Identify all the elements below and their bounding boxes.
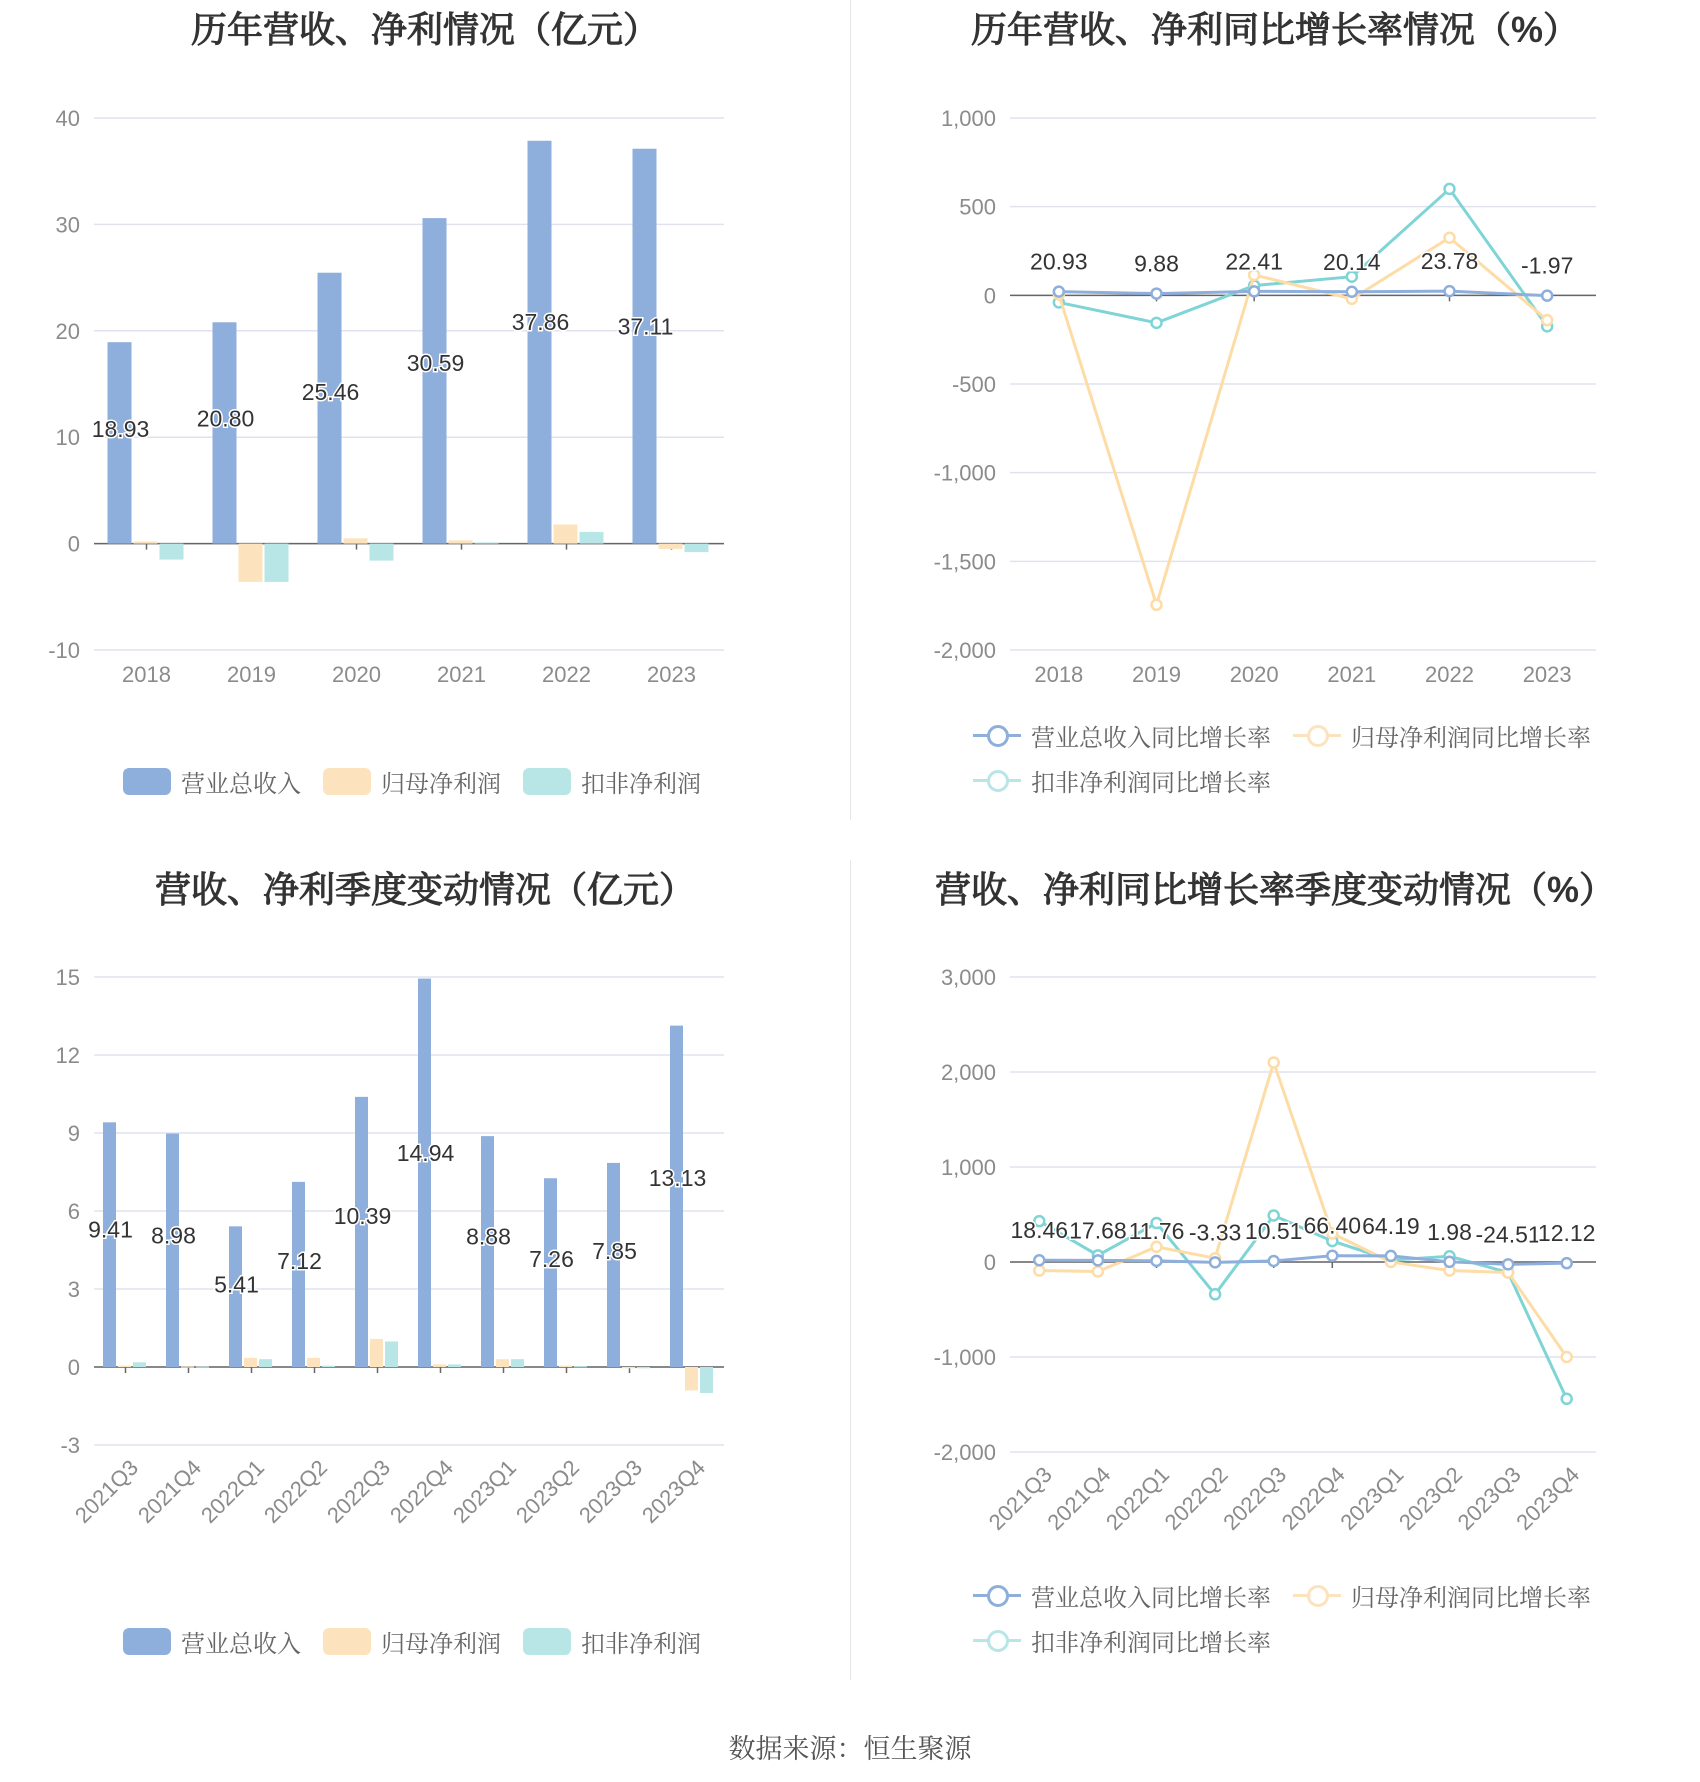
data-label: 30.59 [406, 350, 465, 377]
x-tick-label: 2022Q1 [195, 1454, 270, 1528]
bar-net-profit [496, 1359, 509, 1367]
y-tick-label: -2,000 [933, 1440, 996, 1465]
bar-revenue [607, 1163, 620, 1367]
y-tick-label: 9 [67, 1121, 80, 1146]
bar-net-profit [118, 1366, 131, 1367]
bar-net-profit [559, 1366, 572, 1367]
bar-deducted-profit [385, 1342, 398, 1367]
data-point [1503, 1259, 1513, 1269]
legend-label: 营业总收入同比增长率 [1031, 1584, 1271, 1612]
bar-deducted-profit [265, 544, 289, 582]
data-label: 66.40 [1303, 1212, 1362, 1239]
data-label: -3.33 [1188, 1219, 1242, 1246]
x-tick-label: 2020 [1229, 662, 1279, 687]
bar-revenue [423, 218, 447, 543]
y-tick-label: 10 [55, 425, 80, 451]
data-label: 8.98 [151, 1222, 196, 1249]
bar-revenue [292, 1182, 305, 1367]
legend-swatch [1293, 1582, 1341, 1609]
bar-deducted-profit [574, 1366, 587, 1367]
x-tick-label: 2023Q4 [636, 1454, 711, 1528]
legend-label: 营业总收入同比增长率 [1031, 724, 1271, 752]
x-tick-label: 2018 [122, 662, 171, 687]
y-tick-label: 3 [67, 1277, 80, 1302]
bar-deducted-profit [511, 1359, 524, 1367]
data-point [1210, 1289, 1220, 1299]
data-point [1445, 184, 1455, 194]
legend-swatch [973, 722, 1021, 749]
chart-title: 历年营收、净利同比增长率情况（%） [970, 9, 1579, 50]
legend-swatch [973, 1582, 1021, 1609]
bar-revenue [544, 1178, 557, 1367]
data-point [1386, 1251, 1396, 1261]
data-point [1562, 1394, 1572, 1404]
x-tick-label: 2018 [1034, 662, 1084, 687]
data-label: 23.78 [1420, 248, 1479, 275]
bar-revenue [213, 322, 237, 543]
data-point [1562, 1258, 1572, 1268]
data-label: 12.12 [1537, 1220, 1596, 1247]
x-tick-label: 2023Q4 [1511, 1461, 1585, 1535]
y-tick-label: 0 [67, 531, 80, 557]
legend-label: 归母净利润同比增长率 [1351, 1584, 1591, 1612]
bar-deducted-profit [370, 544, 394, 561]
legend-item-revenue[interactable] [123, 1626, 301, 1656]
data-point [1445, 233, 1455, 243]
data-label: 1.98 [1427, 1218, 1472, 1245]
y-tick-label: 30 [55, 212, 80, 238]
data-label: 8.88 [466, 1223, 511, 1250]
legend-item-revenue[interactable] [123, 766, 301, 796]
data-label: 14.94 [396, 1140, 455, 1167]
bar-revenue [670, 1026, 683, 1367]
chart-title: 营收、净利季度变动情况（亿元） [154, 869, 695, 910]
bar-net-profit [659, 544, 683, 549]
data-label: 20.14 [1323, 248, 1381, 275]
data-point [1152, 318, 1162, 328]
bar-revenue [528, 141, 552, 544]
legend-label: 扣非净利润同比增长率 [1031, 769, 1271, 797]
bar-deducted-profit [475, 543, 499, 544]
y-tick-label: 2,000 [940, 1060, 996, 1085]
y-tick-label: -10 [48, 638, 80, 663]
series-line-net-growth [1039, 1063, 1566, 1358]
bar-revenue [318, 273, 342, 544]
legend-swatch [323, 1628, 371, 1655]
bar-revenue [103, 1122, 116, 1367]
x-tick-label: 2022Q3 [321, 1454, 396, 1528]
bar-net-profit [244, 1358, 257, 1367]
data-source-footer: 数据来源：恒生聚源 [728, 1734, 972, 1764]
data-label: 25.46 [301, 379, 360, 406]
x-tick-label: 2022Q1 [1100, 1461, 1175, 1535]
data-point [1269, 1256, 1279, 1266]
legend-swatch [973, 767, 1021, 794]
y-tick-label: 15 [55, 965, 80, 990]
data-label: -1.97 [1520, 252, 1574, 279]
quarterly-bar-chart [0, 860, 850, 1620]
bar-deducted-profit [259, 1359, 272, 1367]
bar-net-profit [344, 538, 368, 543]
x-tick-label: 2022Q2 [1159, 1461, 1233, 1535]
bar-revenue [418, 979, 431, 1367]
legend-item-revenue-growth[interactable] [973, 720, 1271, 750]
x-tick-label: 2021Q4 [1042, 1461, 1116, 1535]
data-label: 37.11 [617, 313, 674, 340]
y-tick-label: 0 [983, 1250, 996, 1275]
data-point [1034, 1266, 1044, 1276]
y-tick-label: 500 [959, 194, 996, 220]
y-tick-label: 12 [55, 1043, 80, 1068]
x-tick-label: 2023Q1 [447, 1454, 522, 1528]
x-tick-label: 2023Q3 [573, 1454, 648, 1528]
bar-deducted-profit [322, 1366, 335, 1367]
x-tick-label: 2023 [647, 662, 696, 687]
panel-annual-growth-rate [850, 0, 1700, 860]
bar-net-profit [449, 540, 473, 543]
data-label: 9.88 [1134, 250, 1179, 277]
x-tick-label: 2019 [227, 662, 276, 687]
x-tick-label: 2023Q1 [1335, 1461, 1409, 1535]
bar-net-profit [307, 1358, 320, 1367]
bar-net-profit [134, 541, 158, 543]
legend-item-deducted-profit[interactable] [523, 766, 701, 796]
legend-label: 扣非净利润 [581, 1630, 701, 1658]
x-tick-label: 2019 [1132, 662, 1181, 687]
bar-net-profit [181, 1366, 194, 1367]
bar-revenue [355, 1097, 368, 1367]
data-point [1542, 291, 1552, 301]
legend-swatch [123, 768, 171, 795]
data-label: 5.41 [214, 1271, 259, 1298]
data-label: 64.19 [1362, 1212, 1420, 1239]
y-tick-label: -1,500 [933, 549, 996, 575]
legend-swatch [523, 768, 571, 795]
data-point [1093, 1255, 1103, 1265]
data-label: 17.68 [1069, 1217, 1127, 1244]
panel-quarterly-revenue-profit [0, 860, 850, 1720]
y-tick-label: 0 [67, 1355, 80, 1380]
legend-item-deducted-growth[interactable] [973, 1625, 1271, 1655]
legend-item-deducted-growth[interactable] [973, 765, 1271, 795]
data-label: 7.85 [592, 1237, 637, 1264]
data-label: -24.51 [1475, 1221, 1541, 1248]
panel-quarterly-growth-rate [850, 860, 1700, 1720]
legend-swatch [1293, 722, 1341, 749]
chart-title: 历年营收、净利情况（亿元） [190, 9, 659, 50]
data-label: 20.80 [196, 405, 255, 432]
data-label: 18.93 [91, 415, 150, 442]
data-point [1152, 600, 1162, 610]
x-tick-label: 2022 [542, 662, 591, 687]
legend-item-net-growth[interactable] [1293, 1580, 1591, 1610]
chart-title: 营收、净利同比增长率季度变动情况（%） [934, 869, 1615, 910]
bar-net-profit [239, 544, 263, 582]
data-label: 10.51 [1244, 1218, 1303, 1245]
data-label: 10.39 [333, 1202, 392, 1229]
x-tick-label: 2023Q2 [510, 1454, 585, 1528]
bar-net-profit [433, 1364, 446, 1367]
x-tick-label: 2022Q4 [384, 1454, 459, 1528]
bar-deducted-profit [160, 544, 184, 560]
y-tick-label: 40 [55, 106, 80, 131]
y-tick-label: -1,000 [933, 1345, 996, 1370]
bar-net-profit [370, 1339, 383, 1367]
bar-deducted-profit [196, 1366, 209, 1367]
legend-swatch [323, 768, 371, 795]
data-point [1034, 1255, 1044, 1265]
annual-bar-chart [0, 0, 850, 760]
x-tick-label: 2023Q3 [1452, 1461, 1526, 1535]
x-tick-label: 2021 [437, 662, 486, 687]
legend-label: 扣非净利润 [581, 770, 701, 798]
bar-deducted-profit [637, 1367, 650, 1368]
data-point [1445, 286, 1455, 296]
data-label: 37.86 [511, 309, 570, 336]
x-tick-label: 2022Q4 [1276, 1461, 1350, 1535]
panel-annual-revenue-profit [0, 0, 850, 860]
bar-revenue [108, 342, 132, 543]
data-point [1445, 1257, 1455, 1267]
data-label: 18.46 [1010, 1217, 1069, 1244]
annual-growth-line-chart [850, 0, 1700, 720]
y-tick-label: -1,000 [933, 460, 996, 486]
legend-item-deducted-profit[interactable] [523, 1626, 701, 1656]
legend-label: 扣非净利润同比增长率 [1031, 1629, 1271, 1657]
legend-label: 归母净利润 [381, 770, 501, 798]
x-tick-label: 2021 [1327, 662, 1377, 687]
legend-label: 营业总收入 [181, 770, 301, 798]
data-label: 11.76 [1128, 1217, 1185, 1244]
y-tick-label: 1,000 [940, 106, 996, 131]
x-tick-label: 2021Q3 [69, 1454, 144, 1528]
x-tick-label: 2022Q2 [258, 1454, 333, 1528]
y-tick-label: 6 [67, 1199, 80, 1224]
legend-item-net-growth[interactable] [1293, 720, 1591, 750]
bar-revenue [481, 1136, 494, 1367]
data-label: 7.12 [277, 1247, 322, 1274]
bar-net-profit [685, 1367, 698, 1390]
quarterly-growth-line-chart [850, 860, 1700, 1580]
y-tick-label: -2,000 [933, 638, 996, 663]
data-label: 9.41 [88, 1216, 133, 1243]
data-label: 22.41 [1225, 248, 1283, 275]
legend-swatch [523, 1628, 571, 1655]
y-tick-label: 0 [983, 283, 996, 309]
data-point [1152, 289, 1162, 299]
legend-label: 归母净利润 [381, 1630, 501, 1658]
x-tick-label: 2021Q3 [983, 1461, 1057, 1535]
y-tick-label: 1,000 [940, 1155, 996, 1180]
data-point [1054, 287, 1064, 297]
x-tick-label: 2022 [1425, 662, 1474, 687]
bar-net-profit [622, 1367, 635, 1368]
data-point [1542, 315, 1552, 325]
bar-net-profit [554, 524, 578, 543]
x-tick-label: 2023Q2 [1393, 1461, 1468, 1535]
data-label: 20.93 [1030, 248, 1088, 275]
data-point [1249, 286, 1259, 296]
legend-label: 归母净利润同比增长率 [1351, 724, 1591, 752]
legend-swatch [123, 1628, 171, 1655]
bar-deducted-profit [700, 1367, 713, 1393]
bar-deducted-profit [580, 532, 604, 544]
bar-deducted-profit [133, 1362, 146, 1367]
legend-item-revenue-growth[interactable] [973, 1580, 1271, 1610]
bar-revenue [633, 149, 657, 544]
x-tick-label: 2022Q3 [1218, 1461, 1292, 1535]
y-tick-label: 20 [55, 318, 80, 344]
x-tick-label: 2023 [1522, 662, 1572, 687]
data-label: 13.13 [648, 1165, 707, 1192]
bar-revenue [166, 1134, 179, 1367]
bar-deducted-profit [448, 1364, 461, 1367]
data-point [1562, 1352, 1572, 1362]
legend-swatch [973, 1627, 1021, 1654]
data-point [1347, 287, 1357, 297]
legend-item-net-profit[interactable] [323, 766, 501, 796]
y-tick-label: 3,000 [940, 965, 996, 990]
data-label: 7.26 [529, 1245, 574, 1272]
data-point [1093, 1267, 1103, 1277]
data-point [1210, 1257, 1220, 1267]
data-point [1152, 1256, 1162, 1266]
data-point [1327, 1251, 1337, 1261]
legend-label: 营业总收入 [181, 1630, 301, 1658]
y-tick-label: -3 [60, 1433, 80, 1458]
x-tick-label: 2021Q4 [132, 1454, 207, 1528]
data-point [1269, 1058, 1279, 1068]
legend-item-net-profit[interactable] [323, 1626, 501, 1656]
y-tick-label: -500 [951, 372, 996, 397]
x-tick-label: 2020 [332, 662, 381, 687]
bar-deducted-profit [685, 544, 709, 553]
